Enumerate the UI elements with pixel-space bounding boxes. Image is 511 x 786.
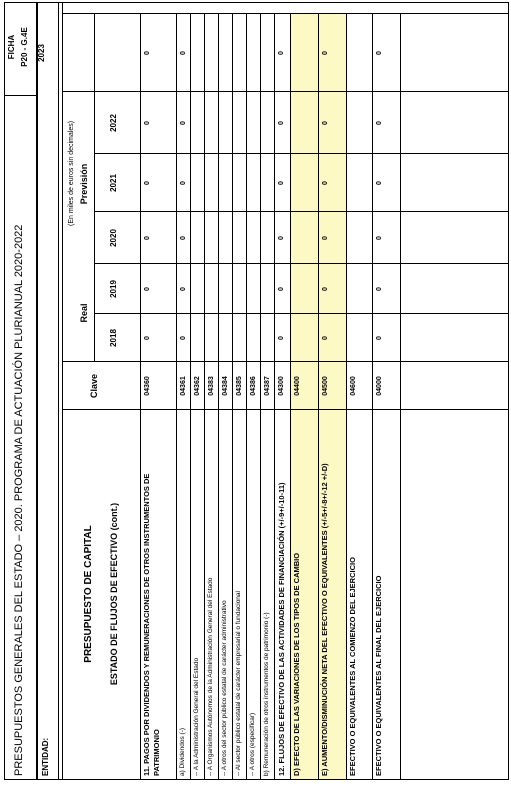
year-2022: 2022 — [109, 114, 118, 132]
row-divider — [318, 14, 319, 780]
row-value-cell[interactable]: 0 — [180, 236, 187, 240]
row-value-cell[interactable]: 0 — [144, 51, 151, 55]
row-label: -- A Organismos Autónomos de la Administración General del Estado — [207, 577, 214, 776]
year-2019: 2019 — [109, 280, 118, 298]
row-value-cell[interactable]: 0 — [376, 236, 383, 240]
row-clave: 04600 — [350, 376, 357, 396]
subsection-title: ESTADO DE FLUJOS DE EFECTIVO (cont.) — [109, 502, 119, 686]
row-clave: 04362 — [194, 376, 201, 396]
row-value-cell[interactable]: 0 — [144, 287, 151, 291]
row-divider — [218, 14, 219, 780]
row-divider — [176, 14, 177, 780]
row-value-cell[interactable]: 0 — [144, 236, 151, 240]
row-value-cell[interactable]: 0 — [278, 181, 285, 185]
row-clave: 04300 — [278, 376, 285, 396]
row-value-cell[interactable]: 0 — [322, 287, 329, 291]
document-title: PRESUPUESTOS GENERALES DEL ESTADO – 2020. PROGRAMA DE ACTUACIÓN PLURIANUAL 2020-2022 — [13, 224, 25, 776]
row-value-cell[interactable]: 0 — [376, 336, 383, 340]
row-value-cell[interactable]: 0 — [278, 51, 285, 55]
year-2021: 2021 — [109, 174, 118, 192]
row-value-cell[interactable]: 0 — [180, 181, 187, 185]
year-2023: 2023 — [37, 44, 46, 62]
units-note: (En miles de euros sin decimales) — [68, 120, 75, 226]
ficha-code: P20 - G.4E — [20, 27, 29, 67]
row-value-cell[interactable]: 0 — [376, 181, 383, 185]
row-label: 11. PAGOS POR DIVIDENDOS Y REMUNERACIONES DE OTROS INSTRUMENTOS DE — [142, 473, 151, 776]
row-divider — [190, 14, 191, 780]
row-value-cell[interactable]: 0 — [144, 336, 151, 340]
row-divider — [346, 14, 347, 780]
row-label: a) Dividendos (-) — [179, 727, 186, 776]
row-label: D) EFECTO DE LAS VARIACIONES DE LOS TIPOS DE CAMBIO — [292, 552, 301, 776]
row-divider — [204, 14, 205, 780]
row-value-cell[interactable]: 0 — [322, 181, 329, 185]
row-divider — [232, 14, 233, 780]
row-value-cell[interactable]: 0 — [144, 121, 151, 125]
row-value-cell[interactable]: 0 — [376, 287, 383, 291]
row-value-cell[interactable]: 0 — [278, 236, 285, 240]
row-value-cell[interactable]: 0 — [278, 287, 285, 291]
row-label: -- A otros (especificar) — [249, 712, 256, 776]
row-value-cell[interactable]: 0 — [322, 121, 329, 125]
row-divider — [290, 14, 291, 780]
year-2018: 2018 — [109, 329, 118, 347]
row-divider — [246, 14, 247, 780]
row-label-continuation: PATRIMONIO — [152, 729, 161, 776]
prevision-header: Previsión — [79, 163, 89, 205]
row-value-cell[interactable]: 0 — [278, 336, 285, 340]
row-clave: 04383 — [208, 376, 215, 396]
row-value-cell[interactable]: 0 — [376, 121, 383, 125]
row-label: E) AUMENTO/DISMINUCIÓN NETA DEL EFECTIVO O EQUIVALENTES (+/-5+/-8+/-12 +/-D) — [320, 463, 329, 776]
row-divider — [260, 14, 261, 780]
row-label: -- A otros del sector público estatal de carácter administrativo — [221, 600, 228, 776]
row-value-cell[interactable]: 0 — [144, 181, 151, 185]
row-value-cell[interactable]: 0 — [376, 51, 383, 55]
row-value-cell[interactable]: 0 — [322, 236, 329, 240]
row-label: -- Al sector público estatal de carácter empresarial o fundacional — [235, 591, 242, 776]
clave-header: Clave — [89, 373, 99, 399]
row-value-cell[interactable]: 0 — [180, 121, 187, 125]
row-clave: 04386 — [250, 376, 257, 396]
row-divider — [372, 14, 373, 780]
row-value-cell[interactable]: 0 — [180, 336, 187, 340]
row-divider — [274, 14, 275, 780]
section-title: PRESUPUESTO DE CAPITAL — [83, 525, 94, 663]
row-clave: 04361 — [180, 376, 187, 396]
ficha-label: FICHA — [7, 34, 16, 60]
row-clave: 04385 — [236, 376, 243, 396]
row-clave: 04360 — [144, 376, 151, 396]
row-clave: 04384 — [222, 376, 229, 396]
real-header: Real — [79, 303, 89, 323]
row-value-cell[interactable]: 0 — [322, 336, 329, 340]
row-value-cell[interactable]: 0 — [322, 51, 329, 55]
row-clave: 04387 — [264, 376, 271, 396]
row-clave: 04000 — [376, 376, 383, 396]
row-label: 12. FLUJOS DE EFECTIVO DE LAS ACTIVIDADES DE FINANCIACIÓN (+/-9+/-10-11) — [277, 482, 286, 776]
year-2020: 2020 — [109, 229, 118, 247]
row-value-cell[interactable]: 0 — [278, 121, 285, 125]
row-divider — [400, 14, 401, 780]
row-clave: 04400 — [294, 376, 301, 396]
row-clave: 04500 — [322, 376, 329, 396]
entidad-label: ENTIDAD: — [41, 737, 50, 776]
row-label: EFECTIVO O EQUIVALENTES AL FINAL DEL EJERCICIO — [374, 575, 383, 776]
row-value-cell[interactable]: 0 — [180, 287, 187, 291]
row-label: b) Remuneración de otros instrumentos de patrimonio (-) — [263, 612, 270, 776]
row-label: EFECTIVO O EQUIVALENTES AL COMIENZO DEL EJERCICIO — [348, 557, 357, 776]
row-value-cell[interactable]: 0 — [180, 51, 187, 55]
row-label: -- A la Administración General del Estado — [193, 657, 200, 776]
